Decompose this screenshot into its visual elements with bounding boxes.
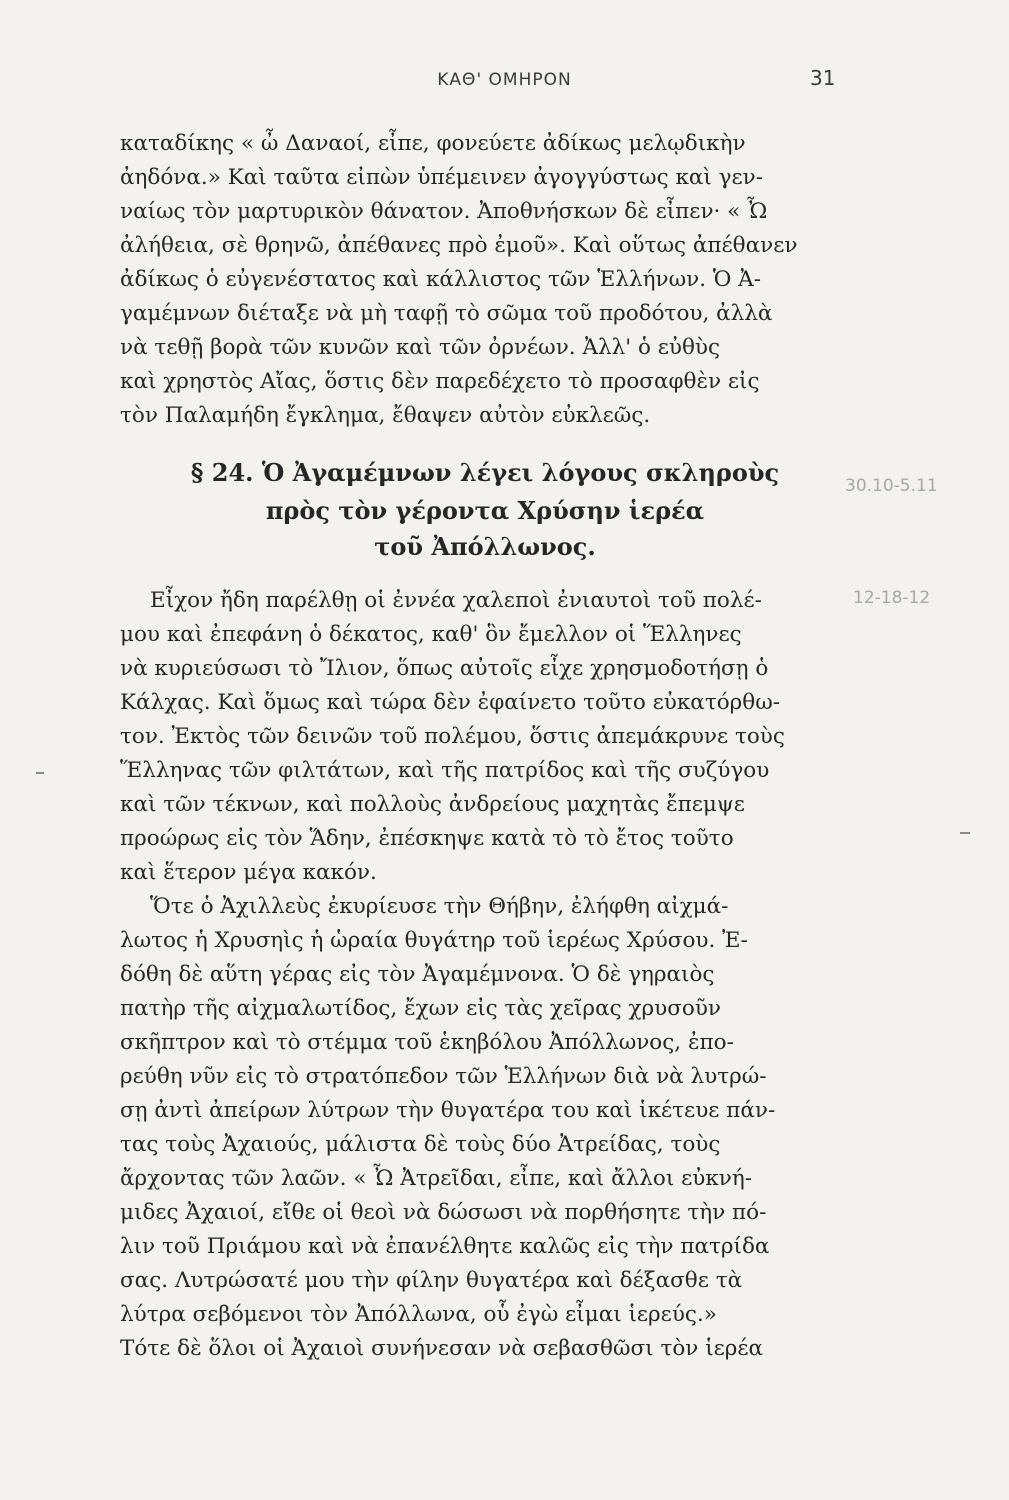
text-line: σκῆπτρον καὶ τὸ στέμμα τοῦ ἑκηβόλου Ἀπόλλωνος, ἐπο- (120, 1030, 734, 1055)
text-line: μου καὶ ἐπεφάνη ὁ δέκατος, καθ' ὃν ἔμελλον οἱ Ἕλληνες (120, 622, 742, 647)
text-line: νὰ κυριεύσωσι τὸ Ἴλιον, ὅπως αὐτοῖς εἶχε χρησμοδοτήσῃ ὁ (120, 656, 769, 681)
section-heading: τοῦ Ἀπόλλωνος. (374, 532, 596, 561)
text-line: δόθη δὲ αὕτη γέρας εἰς τὸν Ἀγαμέμνονα. Ὁ δὲ γηραιὸς (120, 962, 715, 987)
text-line: λιν τοῦ Πριάμου καὶ νὰ ἐπανέλθητε καλῶς εἰς τὴν πατρίδα (120, 1234, 770, 1259)
pencil-annotation: 30.10-5.11 (845, 476, 938, 496)
text-line: σῃ ἀντὶ ἀπείρων λύτρων τὴν θυγατέρα του καὶ ἱκέτευε πάν- (120, 1098, 776, 1123)
text-line: λωτος ἡ Χρυσηὶς ἡ ὡραία θυγάτηρ τοῦ ἱερέως Χρύσου. Ἐ- (120, 928, 748, 953)
text-line: ἀλήθεια, σὲ θρηνῶ, ἀπέθανες πρὸ ἐμοῦ». Καὶ οὕτως ἀπέθανεν (120, 233, 798, 258)
section-heading: πρὸς τὸν γέροντα Χρύσην ἱερέα (265, 496, 705, 525)
pencil-annotation: 12-18-12 (853, 588, 931, 608)
text-line: γαμέμνων διέταξε νὰ μὴ ταφῇ τὸ σῶμα τοῦ προδότου, ἀλλὰ (120, 301, 773, 326)
text-line: τὸν Παλαμήδη ἔγκλημα, ἔθαψεν αὐτὸν εὐκλεῶς. (120, 403, 651, 428)
text-line: σας. Λυτρώσατέ μου τὴν φίλην θυγατέρα καὶ δέξασθε τὰ (120, 1268, 743, 1293)
text-line: Τότε δὲ ὅλοι οἱ Ἀχαιοὶ συνήνεσαν νὰ σεβασθῶσι τὸν ἱερέα (120, 1336, 764, 1361)
text-line: ἄρχοντας τῶν λαῶν. « Ὦ Ἀτρεῖδαι, εἶπε, καὶ ἄλλοι εὐκνή- (120, 1166, 752, 1191)
text-line: Κάλχας. Καὶ ὅμως καὶ τώρα δὲν ἐφαίνετο τοῦτο εὐκατόρθω- (120, 690, 781, 715)
text-line: Ἕλληνας τῶν φιλτάτων, καὶ τῆς πατρίδος καὶ τῆς συζύγου (120, 758, 770, 783)
text-line: λύτρα σεβόμενοι τὸν Ἀπόλλωνα, οὗ ἐγὼ εἶμαι ἱερεύς.» (120, 1302, 717, 1327)
running-head: ΚΑΘ' ΟΜΗΡΟΝ (437, 70, 572, 90)
page-number: 31 (810, 66, 836, 90)
margin-mark (36, 772, 44, 774)
text-line: ἀηδόνα.» Καὶ ταῦτα εἰπὼν ὑπέμεινεν ἀγογγύστως καὶ γεν- (120, 165, 764, 190)
text-line: ναίως τὸν μαρτυρικὸν θάνατον. Ἀποθνήσκων δὲ εἶπεν· « Ὦ (120, 199, 768, 224)
text-line: ρεύθη νῦν εἰς τὸ στρατόπεδον τῶν Ἑλλήνων διὰ νὰ λυτρώ- (120, 1064, 767, 1089)
text-line: τας τοὺς Ἀχαιούς, μάλιστα δὲ τοὺς δύο Ἀτρείδας, τοὺς (120, 1132, 721, 1157)
text-line: τον. Ἐκτὸς τῶν δεινῶν τοῦ πολέμου, ὅστις ἀπεμάκρυνε τοὺς (120, 724, 785, 749)
text-line: νὰ τεθῇ βορὰ τῶν κυνῶν καὶ τῶν ὀρνέων. Ἀλλ' ὁ εὐθὺς (120, 335, 721, 360)
text-line: Ὅτε ὁ Ἀχιλλεὺς ἐκυρίευσε τὴν Θήβην, ἐλήφθη αἰχμά- (150, 894, 729, 919)
text-line: καὶ τῶν τέκνων, καὶ πολλοὺς ἀνδρείους μαχητὰς ἔπεμψε (120, 792, 745, 817)
text-line: ἀδίκως ὁ εὐγενέστατος καὶ κάλλιστος τῶν Ἑλλήνων. Ὁ Ἀ- (120, 267, 761, 292)
text-line: καταδίκης « ὦ Δαναοί, εἶπε, φονεύετε ἀδίκως μελῳδικὴν (120, 131, 746, 156)
text-line: προώρως εἰς τὸν Ἅδην, ἐπέσκηψε κατὰ τὸ τὸ ἔτος τοῦτο (120, 826, 734, 851)
text-line: πατὴρ τῆς αἰχμαλωτίδος, ἔχων εἰς τὰς χεῖρας χρυσοῦν (120, 996, 721, 1021)
margin-mark (960, 832, 970, 834)
text-line: μιδες Ἀχαιοί, εἴθε οἱ θεοὶ νὰ δώσωσι νὰ πορθήσητε τὴν πό- (120, 1200, 767, 1225)
text-line: καὶ ἕτερον μέγα κακόν. (120, 860, 377, 885)
section-heading: § 24. Ὁ Ἀγαμέμνων λέγει λόγους σκληροὺς (190, 458, 780, 487)
text-line: Εἶχον ἤδη παρέλθῃ οἱ ἐννέα χαλεποὶ ἐνιαυτοὶ τοῦ πολέ- (150, 588, 762, 613)
text-line: καὶ χρηστὸς Αἴας, ὅστις δὲν παρεδέχετο τὸ προσαφθὲν εἰς (120, 369, 760, 394)
